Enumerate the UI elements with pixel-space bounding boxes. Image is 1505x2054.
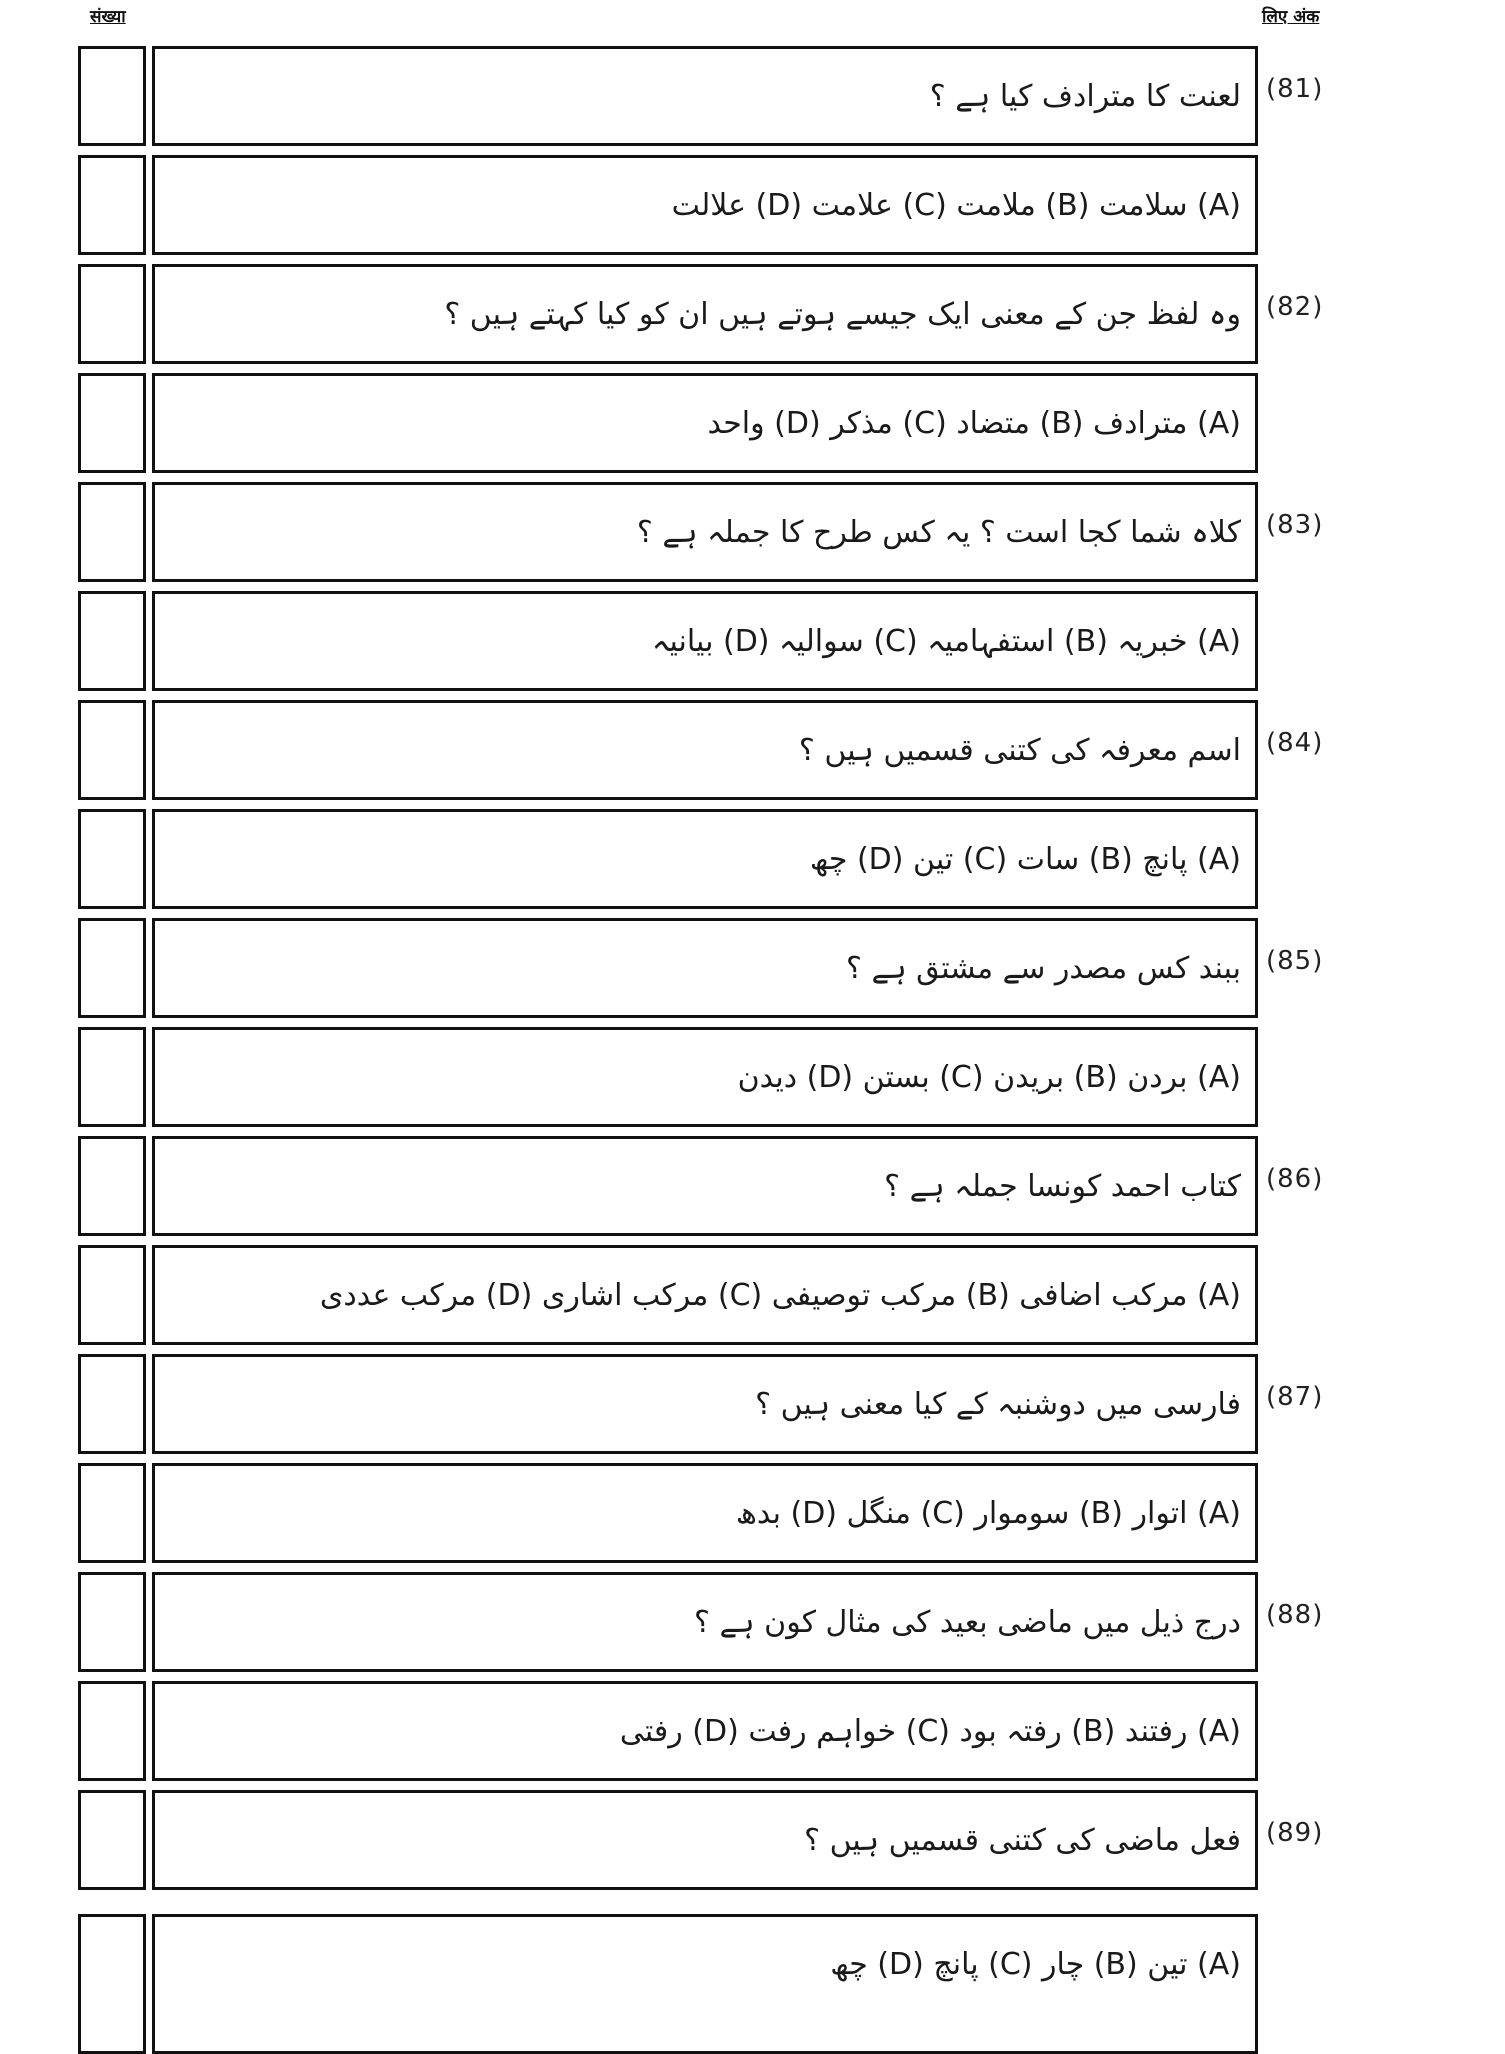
question-cell bbox=[152, 1354, 1258, 1454]
header-marks-label: लिए अंक bbox=[1262, 7, 1320, 27]
question-number: (82) bbox=[1266, 292, 1324, 322]
question-text: فارسی میں دوشنبہ کے کیا معنی ہیں ؟ bbox=[755, 1386, 1241, 1422]
options-cell bbox=[152, 373, 1258, 473]
options-row bbox=[78, 1681, 1260, 1785]
question-row bbox=[78, 1354, 1324, 1458]
header-serial-label: संख्या bbox=[90, 7, 126, 27]
options-cell bbox=[152, 1463, 1258, 1563]
marks-cell[interactable] bbox=[78, 1027, 146, 1127]
question-row bbox=[78, 264, 1324, 368]
options-cell bbox=[152, 809, 1258, 909]
question-number: (86) bbox=[1266, 1164, 1324, 1194]
question-cell bbox=[152, 700, 1258, 800]
question-text: اسم معرفہ کی کتنی قسمیں ہیں ؟ bbox=[798, 732, 1241, 768]
options-row bbox=[78, 155, 1260, 259]
question-number: (84) bbox=[1266, 728, 1324, 758]
question-text: وہ لفظ جن کے معنی ایک جیسے ہوتے ہیں ان کو کیا کہتے ہیں ؟ bbox=[444, 296, 1241, 332]
options-text: (A) مرکب اضافی (B) مرکب توصیفی (C) مرکب اشاری (D) مرکب عددی bbox=[319, 1277, 1241, 1313]
marks-cell[interactable] bbox=[78, 1463, 146, 1563]
options-row bbox=[78, 1914, 1260, 2018]
question-row bbox=[78, 1136, 1324, 1240]
marks-cell[interactable] bbox=[78, 1572, 146, 1672]
options-text: (A) خبریہ (B) استفہامیہ (C) سوالیہ (D) بیانیہ bbox=[651, 623, 1241, 659]
marks-cell[interactable] bbox=[78, 1354, 146, 1454]
marks-cell[interactable] bbox=[78, 1914, 146, 2054]
question-text: کتاب احمد کونسا جملہ ہے ؟ bbox=[884, 1168, 1241, 1204]
options-cell bbox=[152, 1681, 1258, 1781]
question-row bbox=[78, 918, 1324, 1022]
question-cell bbox=[152, 46, 1258, 146]
options-row bbox=[78, 1027, 1260, 1131]
marks-cell[interactable] bbox=[78, 482, 146, 582]
options-text: (A) پانچ (B) سات (C) تین (D) چھ bbox=[809, 841, 1241, 877]
question-row bbox=[78, 700, 1324, 804]
marks-cell[interactable] bbox=[78, 1681, 146, 1781]
options-row bbox=[78, 591, 1260, 695]
options-cell bbox=[152, 1027, 1258, 1127]
options-text: (A) رفتند (B) رفتہ بود (C) خواہم رفت (D) رفتی bbox=[619, 1713, 1241, 1749]
question-row bbox=[78, 1572, 1324, 1676]
question-cell bbox=[152, 482, 1258, 582]
marks-cell[interactable] bbox=[78, 264, 146, 364]
question-cell bbox=[152, 264, 1258, 364]
options-cell bbox=[152, 1245, 1258, 1345]
question-row bbox=[78, 46, 1324, 150]
options-text: (A) مترادف (B) متضاد (C) مذکر (D) واحد bbox=[707, 405, 1241, 441]
options-text: (A) بردن (B) بریدن (C) بستن (D) دیدن bbox=[737, 1059, 1241, 1095]
options-cell bbox=[152, 591, 1258, 691]
question-number: (83) bbox=[1266, 510, 1324, 540]
question-text: فعل ماضی کی کتنی قسمیں ہیں ؟ bbox=[804, 1822, 1241, 1858]
options-text: (A) اتوار (B) سوموار (C) منگل (D) بدھ bbox=[735, 1495, 1241, 1531]
marks-cell[interactable] bbox=[78, 1245, 146, 1345]
options-cell bbox=[152, 1914, 1258, 2054]
marks-cell[interactable] bbox=[78, 591, 146, 691]
marks-cell[interactable] bbox=[78, 155, 146, 255]
question-number: (89) bbox=[1266, 1818, 1324, 1848]
marks-cell[interactable] bbox=[78, 373, 146, 473]
question-text: درج ذیل میں ماضی بعید کی مثال کون ہے ؟ bbox=[694, 1604, 1241, 1640]
options-row bbox=[78, 1245, 1260, 1349]
question-cell bbox=[152, 1790, 1258, 1890]
question-row bbox=[78, 482, 1324, 586]
question-number: (88) bbox=[1266, 1600, 1324, 1630]
question-number: (85) bbox=[1266, 946, 1324, 976]
marks-cell[interactable] bbox=[78, 918, 146, 1018]
question-text: کلاہ شما کجا است ؟ یہ کس طرح کا جملہ ہے ؟ bbox=[636, 514, 1241, 550]
options-cell bbox=[152, 155, 1258, 255]
question-cell bbox=[152, 1572, 1258, 1672]
marks-cell[interactable] bbox=[78, 809, 146, 909]
options-row bbox=[78, 809, 1260, 913]
question-cell bbox=[152, 918, 1258, 1018]
options-row bbox=[78, 1463, 1260, 1567]
marks-cell[interactable] bbox=[78, 1136, 146, 1236]
marks-cell[interactable] bbox=[78, 700, 146, 800]
options-row bbox=[78, 373, 1260, 477]
marks-cell[interactable] bbox=[78, 1790, 146, 1890]
question-cell bbox=[152, 1136, 1258, 1236]
options-text: (A) سلامت (B) ملامت (C) علامت (D) علالت bbox=[671, 187, 1241, 223]
marks-cell[interactable] bbox=[78, 46, 146, 146]
options-text: (A) تین (B) چار (C) پانچ (D) چھ bbox=[830, 1947, 1241, 1982]
question-text: لعنت کا مترادف کیا ہے ؟ bbox=[929, 78, 1241, 114]
question-number: (81) bbox=[1266, 74, 1324, 104]
question-text: ببند کس مصدر سے مشتق ہے ؟ bbox=[846, 950, 1241, 986]
question-number: (87) bbox=[1266, 1382, 1324, 1412]
question-row bbox=[78, 1790, 1324, 1894]
